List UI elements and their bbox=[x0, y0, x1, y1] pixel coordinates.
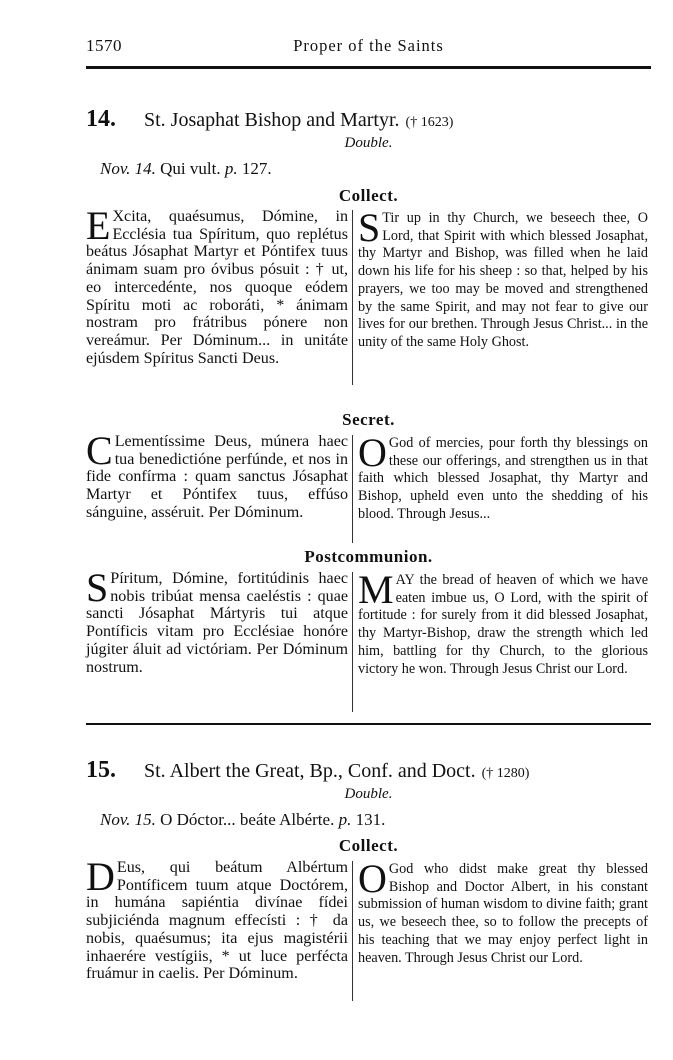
column-divider bbox=[352, 210, 353, 385]
intro-text: Qui vult. bbox=[155, 159, 225, 178]
intro-text: O Dóctor... beáte Albérte. bbox=[155, 810, 339, 829]
intro-date: Nov. 15. bbox=[100, 810, 156, 829]
latin-text: D Eus, qui beátum Albértum Pontíficem tuum atque Doctórem, in humána sapiéntia divínae fídei subjiciénda magnum effecísti : † da nobis, quaésumus; ita ejus magistérii inhaerére vestígiis, * ut luce perfécta fruámur in caelis. Per Dóminum. bbox=[86, 854, 348, 983]
entry-number: 14. bbox=[86, 106, 116, 132]
page-number: 1570 bbox=[86, 36, 122, 55]
intro-page-label: p. bbox=[224, 159, 238, 178]
drop-cap: E bbox=[86, 203, 111, 248]
drop-cap: O bbox=[358, 856, 387, 901]
intro-line bbox=[100, 159, 272, 179]
english-text: S Tir up in thy Church, we beseech thee, O Lord, that Spirit with which blessed Josaphat, thy Martyr and Bishop, was filled when he laid down his life for his sheep : so that, helped by his prayers, we too may be moved and strengthened by the same Spirit, and may not fear to give our lives for our brethen. Through Jesus Christ... in the unity of the same Holy Ghost. bbox=[358, 205, 648, 350]
page-header bbox=[86, 36, 651, 62]
entry-dates: († 1623) bbox=[405, 115, 454, 130]
column-divider bbox=[352, 861, 353, 1001]
entry-title-text: St. Josaphat Bishop and Martyr. bbox=[144, 109, 400, 131]
column-divider bbox=[352, 435, 353, 543]
drop-cap: O bbox=[358, 430, 387, 475]
column-divider bbox=[352, 572, 353, 712]
rank: Double. bbox=[344, 786, 393, 802]
intro-date: Nov. 14. bbox=[100, 159, 156, 178]
english-text: O God who didst make great thy blessed Bishop and Doctor Albert, in his constant submission of human wisdom to divine faith; grant us, we beseech thee, so to follow the precepts of his teaching that we may enjoy perfect light in heaven. Through Jesus Christ our Lord. bbox=[358, 856, 648, 966]
drop-cap: C bbox=[86, 428, 113, 473]
entry-title bbox=[86, 106, 651, 133]
section-heading: Secret. bbox=[342, 410, 395, 429]
intro-line bbox=[100, 810, 385, 830]
running-title: Proper of the Saints bbox=[293, 36, 444, 55]
english-text: O God of mercies, pour forth thy blessings on these our offerings, and strengthen us in that faith which blessed Josaphat, thy Martyr and Bishop, upheld even unto the shedding of his blood. Through Jesus... bbox=[358, 430, 648, 522]
drop-cap: D bbox=[86, 854, 115, 899]
entry-title bbox=[86, 757, 651, 784]
english-text: MAY the bread of heaven of which we have eaten imbue us, O Lord, with the spirit of fortitude : for surely from it did blessed Josaphat, thy Martyr-Bishop, draw the strength which led him, battling for thy Church, to the glorious victory he won. Through Jesus Christ our Lord. bbox=[358, 567, 648, 677]
intro-page: 127. bbox=[237, 159, 272, 178]
latin-text: C Lementíssime Deus, múnera haec tua benedictióne perfúnde, et nos in fide confírma : quam sanctus Jósaphat Martyr et Póntifex tuus, effúso sánguine, asséruit. Per Dóminum. bbox=[86, 428, 348, 521]
drop-cap: S bbox=[86, 565, 109, 610]
intro-page: 131. bbox=[351, 810, 386, 829]
rank: Double. bbox=[344, 135, 393, 151]
entry-dates: († 1280) bbox=[481, 766, 530, 781]
drop-cap: S bbox=[358, 205, 381, 250]
section-heading: Collect. bbox=[338, 186, 399, 205]
section-heading: Collect. bbox=[338, 836, 399, 855]
drop-cap: M bbox=[358, 567, 394, 612]
latin-text: S Píritum, Dómine, fortitúdinis haec nobis tribúat mensa caeléstis : quae sancti Jósaphat Mártyris tui atque Pontíficis vitam pro Ecclésiae honóre júgiter áluit ad victóriam. Per Dóminum nostrum. bbox=[86, 565, 348, 676]
header-rule bbox=[86, 66, 651, 69]
section-heading: Postcommunion. bbox=[304, 547, 433, 566]
entry-number: 15. bbox=[86, 757, 116, 783]
latin-text: E Xcita, quaésumus, Dómine, in Ecclésia tua Spíritum, quo replétus beátus Jósaphat Martyr et Póntifex tuus ánimam suam pro óvibus pósuit : † ut, eo intercedénte, nos quoque eódem Spíritu moti ac roboráti, * ánimam nostram pro frátribus pónere non vereámur. Per Dóminum... in unitáte ejúsdem Spíritus Sancti Deus. bbox=[86, 203, 348, 367]
entry-title-text: St. Albert the Great, Bp., Conf. and Doct. bbox=[144, 760, 476, 782]
entry-separator bbox=[86, 723, 651, 725]
intro-page-label: p. bbox=[338, 810, 352, 829]
